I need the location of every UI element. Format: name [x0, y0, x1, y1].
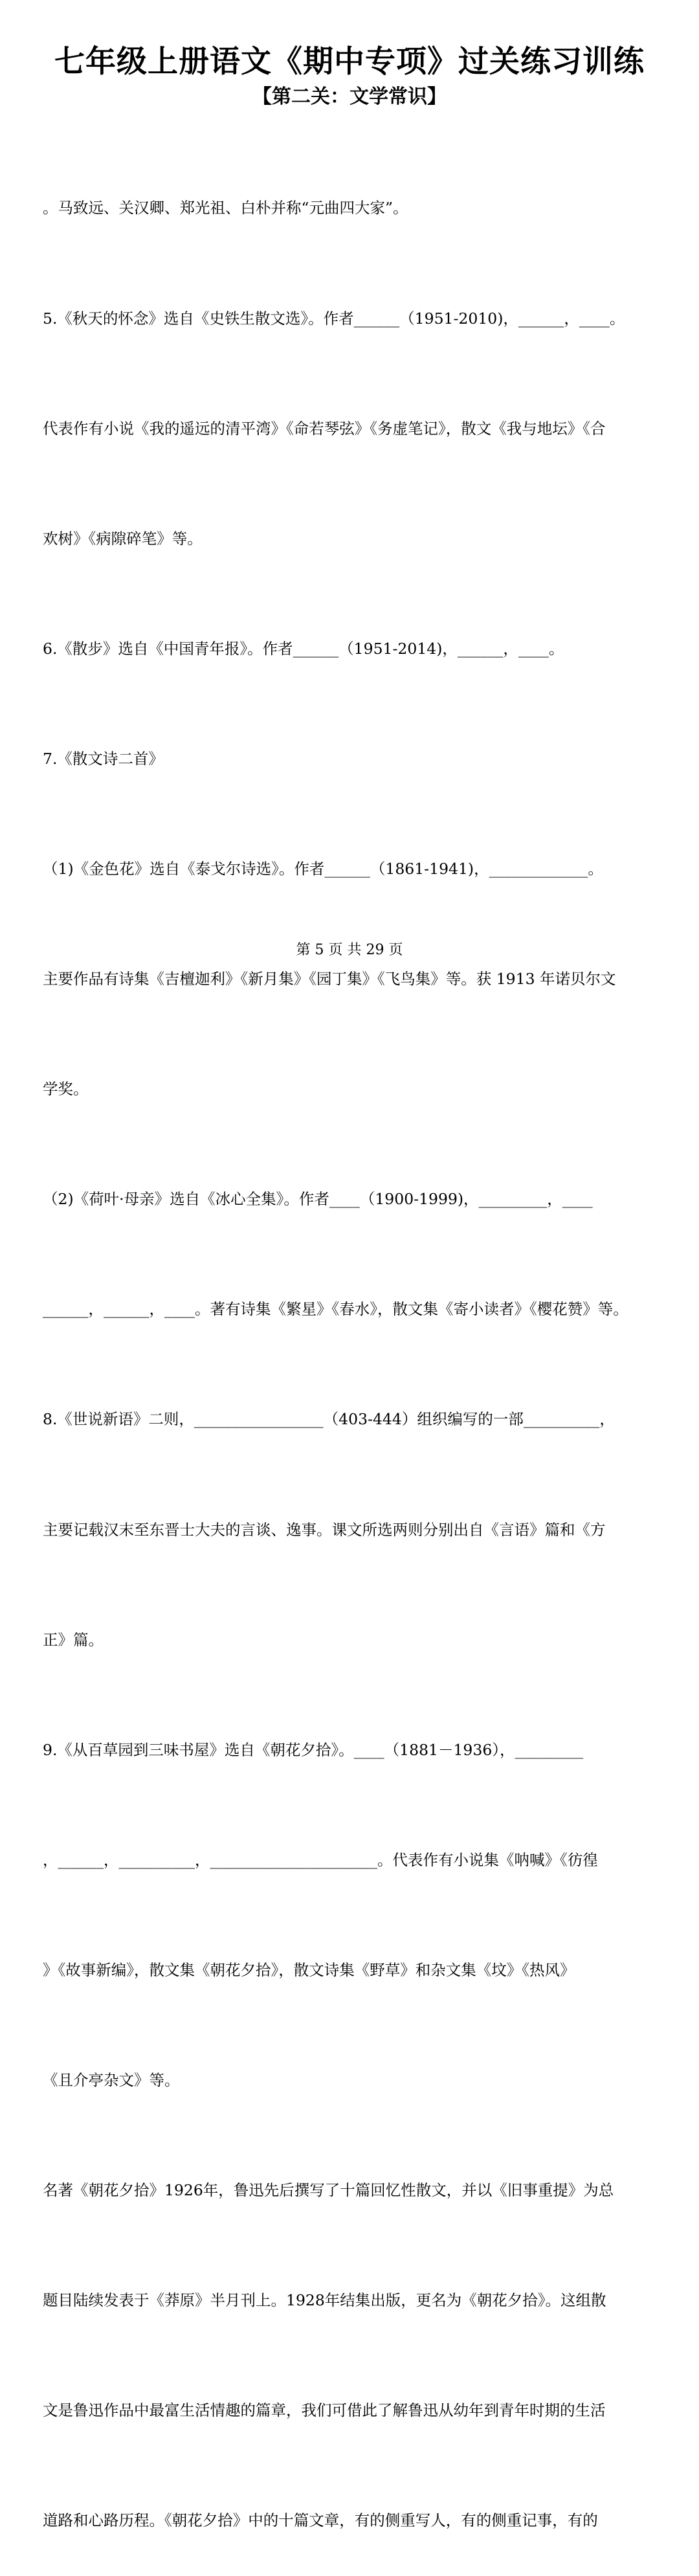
text-line: 欢树》《病隙碎笔》等。 [43, 529, 203, 548]
text-line: 。马致远、关汉卿、郑光祖、白朴并称“元曲四大家”。 [43, 199, 408, 218]
page-number-footer: 第 5 页 共 29 页 [296, 942, 403, 958]
text-line: 》《故事新编》，散文集《朝花夕拾》，散文诗集《野草》和杂文集《坟》《热风》 [43, 1960, 575, 1979]
text-line: 9.《从百草园到三味书屋》选自《朝花夕拾》。____（1881－1936），_________ [43, 1740, 584, 1759]
text-line: 题目陆续发表于《莽原》半月刊上。1928年结集出版，更名为《朝花夕拾》。这组散 [43, 2291, 606, 2310]
text-line: 7.《散文诗二首》 [43, 749, 164, 768]
text-line: 学奖。 [43, 1080, 89, 1099]
text-line: 8.《世说新语》二则，_________________（403-444）组织编写的一部__________， [43, 1410, 615, 1429]
document-body [43, 117, 664, 2576]
page-title: 七年级上册语文《期中专项》过关练习训练 [54, 44, 645, 80]
text-line: （2)《荷叶·母亲》选自《冰心全集》。作者____（1900-1999)，_________，____ [43, 1190, 593, 1209]
text-line: 正》篇。 [43, 1630, 104, 1649]
text-line: 5.《秋天的怀念》选自《史铁生散文选》。作者______（1951-2010)，______，____。 [43, 309, 625, 328]
text-line: 道路和心路历程。《朝花夕拾》中的十篇文章，有的侧重写人，有的侧重记事，有的 [43, 2511, 598, 2530]
text-line: 文是鲁迅作品中最富生活情趣的篇章，我们可借此了解鲁迅从幼年到青年时期的生活 [43, 2401, 606, 2420]
text-line: 主要记载汉末至东晋士大夫的言谈、逸事。课文所选两则分别出自《言语》篇和《方 [43, 1520, 606, 1539]
text-line: 《且介亭杂文》等。 [43, 2071, 180, 2089]
text-line: 代表作有小说《我的遥远的清平湾》《命若琴弦》《务虚笔记》，散文《我与地坛》《合 [43, 419, 606, 438]
text-line: 名著《朝花夕拾》1926年，鲁迅先后撰写了十篇回忆性散文，并以《旧事重提》为总 [43, 2181, 614, 2200]
text-line: 主要作品有诗集《吉檀迦利》《新月集》《园丁集》《飞鸟集》等。获 1913 年诺贝尔文 [43, 970, 616, 989]
text-line: ______，______，____。著有诗集《繁星》《春水》，散文集《寄小读者》《樱花赞》等。 [43, 1300, 628, 1319]
text-line: 6.《散步》选自《中国青年报》。作者______（1951-2014)，______，____。 [43, 639, 564, 658]
text-line: （1)《金色花》选自《泰戈尔诗选》。作者______（1861-1941)，_____________。 [43, 859, 603, 878]
text-line: ，______，__________，______________________。代表作有小说集《呐喊》《彷徨 [43, 1850, 598, 1869]
section-subtitle: 【第二关：文学常识】 [252, 85, 447, 108]
